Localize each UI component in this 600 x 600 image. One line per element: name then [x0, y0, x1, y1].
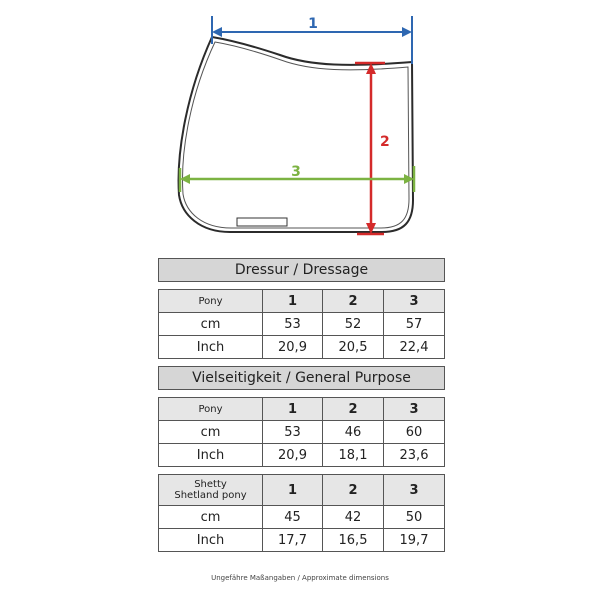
header-measure-2: 2: [323, 475, 384, 506]
measure-2: [355, 63, 390, 234]
value-cell: 17,7: [263, 529, 323, 552]
table-row: [159, 421, 445, 444]
value-cell: 52: [323, 313, 384, 336]
unit-label: Inch: [159, 336, 263, 359]
footnote: Ungefähre Maßangaben / Approximate dimensions: [211, 574, 389, 582]
size-label: [159, 475, 263, 506]
size-label: Pony: [159, 290, 263, 313]
pad-outline-inner: [183, 42, 409, 228]
value-cell: 20,9: [263, 336, 323, 359]
table-row: [159, 336, 445, 359]
measure-1: [212, 16, 412, 64]
table-header-row: [159, 398, 445, 421]
table-title: Vielseitigkeit / General Purpose: [159, 367, 445, 390]
table-row: [159, 506, 445, 529]
saddle-pad-diagram: [0, 0, 600, 255]
value-cell: 18,1: [323, 444, 384, 467]
table-row: [159, 313, 445, 336]
size-table-dressage: [158, 258, 445, 359]
measure-3: [180, 164, 414, 192]
table-header-row: [159, 290, 445, 313]
header-measure-1: 1: [263, 398, 323, 421]
table-title: Dressur / Dressage: [159, 259, 445, 282]
value-cell: 60: [384, 421, 445, 444]
header-measure-3: 3: [384, 475, 445, 506]
value-cell: 16,5: [323, 529, 384, 552]
header-measure-3: 3: [384, 290, 445, 313]
table-row: [159, 444, 445, 467]
value-cell: 20,5: [323, 336, 384, 359]
value-cell: 20,9: [263, 444, 323, 467]
value-cell: 53: [263, 421, 323, 444]
unit-label: Inch: [159, 444, 263, 467]
measure-1-label: 1: [308, 16, 318, 32]
size-label-line1: Shetty: [194, 479, 227, 490]
value-cell: 22,4: [384, 336, 445, 359]
value-cell: 42: [323, 506, 384, 529]
measure-2-label: 2: [380, 134, 390, 150]
size-table-shetty: [158, 474, 445, 552]
value-cell: 53: [263, 313, 323, 336]
measure-3-label: 3: [291, 164, 301, 180]
value-cell: 23,6: [384, 444, 445, 467]
table-header-row: [159, 475, 445, 506]
table-row: [159, 529, 445, 552]
unit-label: cm: [159, 506, 263, 529]
pad-outline-outer: [179, 37, 413, 232]
header-measure-2: 2: [323, 398, 384, 421]
value-cell: 19,7: [384, 529, 445, 552]
value-cell: 50: [384, 506, 445, 529]
unit-label: Inch: [159, 529, 263, 552]
header-measure-2: 2: [323, 290, 384, 313]
header-measure-3: 3: [384, 398, 445, 421]
size-label: Pony: [159, 398, 263, 421]
unit-label: cm: [159, 313, 263, 336]
header-measure-1: 1: [263, 290, 323, 313]
value-cell: 46: [323, 421, 384, 444]
unit-label: cm: [159, 421, 263, 444]
value-cell: 45: [263, 506, 323, 529]
value-cell: 57: [384, 313, 445, 336]
header-measure-1: 1: [263, 475, 323, 506]
pad-label-patch: [237, 218, 287, 226]
size-table-general-purpose: [158, 366, 445, 467]
size-label-line2: Shetland pony: [174, 490, 247, 501]
